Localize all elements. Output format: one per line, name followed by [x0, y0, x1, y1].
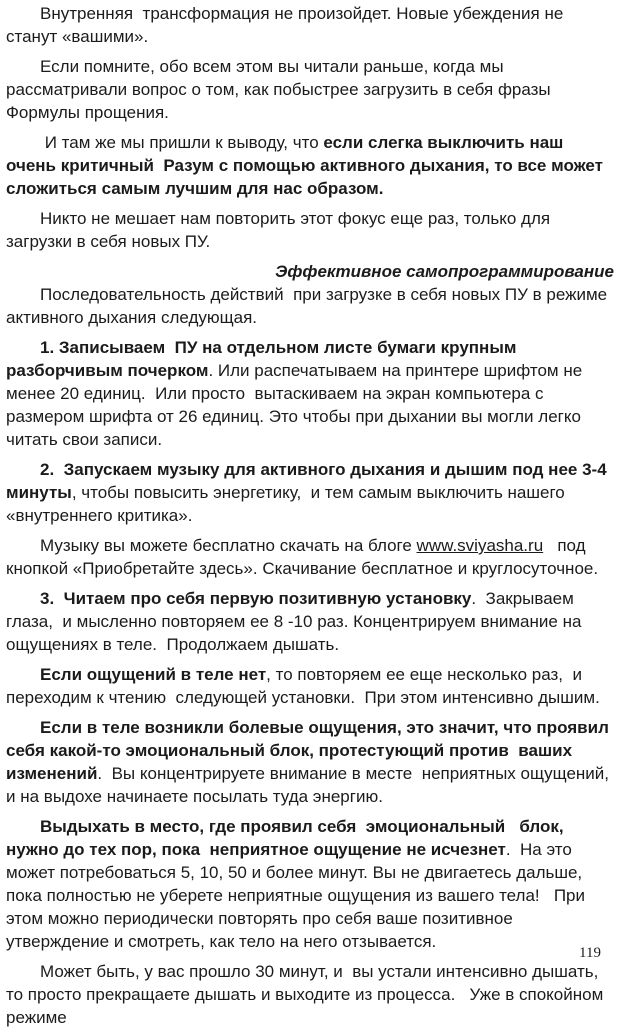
text-run: Внутренняя трансформация не произойдет. Новые убеждения не станут «вашими».	[6, 4, 569, 46]
text-run: 2. Запускаем музыку для активного дыхания и дышим под нее 3-4 минуты	[6, 460, 612, 502]
text-run: Выдыхать в место, где проявил себя эмоциональный блок, нужно до тех пор, пока неприятное ощущение не исчезнет	[6, 817, 574, 859]
step-2	[6, 458, 614, 527]
text-run: если слегка выключить наш очень критичный Разум с помощью активного дыхания, то все может сложиться самым лучшим для нас образом.	[6, 133, 608, 198]
text-run: И там же мы пришли к выводу, что	[40, 133, 324, 152]
text-run: Если в теле возникли болевые ощущения, это значит, что проявил себя какой-то эмоциональный блок, протестующий против ваших изменений	[6, 718, 614, 783]
paragraph	[6, 283, 614, 329]
step-3	[6, 587, 614, 656]
step-1	[6, 336, 614, 451]
text-run: . На это может потребоваться 5, 10, 50 и более минут. Вы не двигаетесь дальше, пока полностью не уберете неприятные ощущения из вашего тела! При этом можно периодически повторять про себя ваше позитивное утверждение и смотреть, как тело на него отзывается.	[6, 840, 590, 951]
text-run: , чтобы повысить энергетику, и тем самым выключить нашего «внутреннего критика».	[6, 483, 570, 525]
text-run: . Закрываем глаза, и мысленно повторяем ее 8 -10 раз. Концентрируем внимание на ощущениях в теле. Продолжаем дышать.	[6, 589, 587, 654]
paragraph	[6, 55, 614, 124]
text-run: , то повторяем ее еще несколько раз, и переходим к чтению следующей установки. При этом интенсивно дышим.	[6, 665, 600, 707]
text-run: Может быть, у вас прошло 30 минут, и вы устали интенсивно дышать, то просто прекращаете дышать и выходите из процесса. Уже в спокойном режиме	[6, 962, 609, 1027]
paragraph-intro	[6, 2, 614, 48]
text-run: 1. Записываем ПУ на отдельном листе бумаги крупным разборчивым почерком	[6, 338, 522, 380]
paragraph	[6, 207, 614, 253]
paragraph	[6, 960, 614, 1029]
text-run: Эффективное самопрограммирование	[275, 262, 614, 281]
text-run: Если помните, обо всем этом вы читали раньше, когда мы рассматривали вопрос о том, как побыстрее загрузить в себя фразы Формулы прощения.	[6, 57, 556, 122]
section-heading	[6, 260, 614, 283]
page-number: 119	[579, 945, 601, 961]
text-run: Если ощущений в теле нет	[40, 665, 267, 684]
paragraph	[6, 716, 614, 808]
text-run: . Или распечатываем на принтере шрифтом не менее 20 единиц. Или просто вытаскиваем на экран компьютера с размером шрифта от 26 единиц. Это чтобы при дыхании вы могли легко читать свои записи.	[6, 361, 587, 449]
text-run: . Вы концентрируете внимание в месте неприятных ощущений, и на выдохе начинаете посылать туда энергию.	[6, 764, 614, 806]
paragraph	[6, 815, 614, 953]
website-link[interactable]: www.sviyasha.ru	[416, 536, 544, 555]
paragraph	[6, 131, 614, 200]
text-run: 3. Читаем про себя первую позитивную установку	[40, 589, 472, 608]
text-run: Последовательность действий при загрузке в себя новых ПУ в режиме активного дыхания следующая.	[6, 285, 612, 327]
paragraph	[6, 663, 614, 709]
text-run: Музыку вы можете бесплатно скачать на блоге	[40, 536, 417, 555]
text-run: Никто не мешает нам повторить этот фокус еще раз, только для загрузки в себя новых ПУ.	[6, 209, 555, 251]
paragraph-download	[6, 534, 614, 580]
text-run: под кнопкой «Приобретайте здесь». Скачивание бесплатное и круглосуточное.	[6, 536, 599, 578]
